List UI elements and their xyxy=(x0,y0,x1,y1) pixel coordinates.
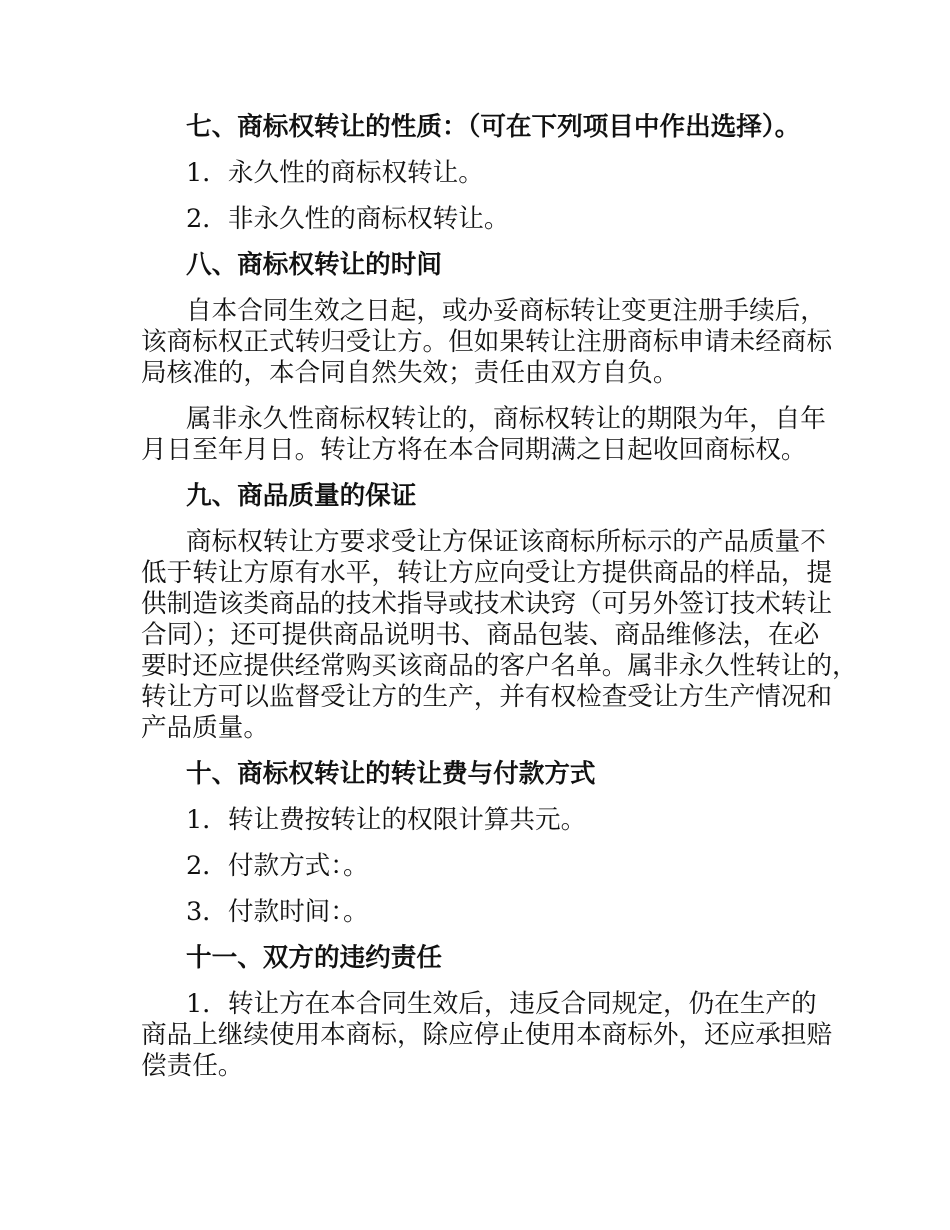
list-item xyxy=(141,851,821,882)
text-line: 属非永久性商标权转让的，商标权转让的期限为年，自年 xyxy=(186,404,826,434)
text-line: 商标权转让方要求受让方保证该商标所标示的产品质量不 xyxy=(186,527,826,557)
section-heading xyxy=(141,250,821,281)
text-line: 自本合同生效之日起，或办妥商标转让变更注册手续后， xyxy=(186,296,826,326)
list-item xyxy=(141,158,821,189)
paragraph xyxy=(141,527,858,744)
paragraph xyxy=(141,296,833,389)
text-line: 局核准的，本合同自然失效；责任由双方自负。 xyxy=(141,358,679,388)
text-line: 月日至年月日。转让方将在本合同期满之日起收回商标权。 xyxy=(141,435,807,465)
paragraph xyxy=(141,404,826,466)
text-line: 八、商标权转让的时间 xyxy=(186,250,442,280)
text-line: 合同）；还可提供商品说明书、商品包装、商品维修法，在必 xyxy=(141,620,820,650)
list-item xyxy=(141,897,821,928)
text-line: 1．转让费按转让的权限计算共元。 xyxy=(186,805,587,835)
text-line: 九、商品质量的保证 xyxy=(186,481,417,511)
text-line: 产品质量。 xyxy=(141,713,269,743)
text-line: 1．转让方在本合同生效后，违反合同规定，仍在生产的 xyxy=(186,989,817,1019)
text-line: 偿责任。 xyxy=(141,1051,244,1081)
text-line: 要时还应提供经常购买该商品的客户名单。属非永久性转让的， xyxy=(141,651,858,681)
document-body xyxy=(141,112,858,1097)
section-heading xyxy=(141,759,821,790)
text-line: 供制造该类商品的技术指导或技术诀窍（可另外签订技术转让 xyxy=(141,589,833,619)
text-line: 1．永久性的商标权转让。 xyxy=(186,158,484,188)
list-item xyxy=(141,204,821,235)
section-heading xyxy=(141,943,821,974)
text-line: 商品上继续使用本商标，除应停止使用本商标外，还应承担赔 xyxy=(141,1020,833,1050)
text-line: 2．非永久性的商标权转让。 xyxy=(186,204,510,234)
text-line: 十、商标权转让的转让费与付款方式 xyxy=(186,759,596,789)
text-line: 十一、双方的违约责任 xyxy=(186,943,442,973)
text-line: 该商标权正式转归受让方。但如果转让注册商标申请未经商标 xyxy=(141,327,833,357)
text-line: 低于转让方原有水平，转让方应向受让方提供商品的样品，提 xyxy=(141,558,833,588)
section-heading xyxy=(141,481,821,512)
text-line: 3．付款时间：。 xyxy=(186,897,369,927)
paragraph xyxy=(141,989,833,1082)
text-line: 2．付款方式：。 xyxy=(186,851,369,881)
text-line: 七、商标权转让的性质：（可在下列项目中作出选择）。 xyxy=(186,112,801,142)
list-item xyxy=(141,805,821,836)
text-line: 转让方可以监督受让方的生产，并有权检查受让方生产情况和 xyxy=(141,682,833,712)
section-heading xyxy=(141,112,821,143)
